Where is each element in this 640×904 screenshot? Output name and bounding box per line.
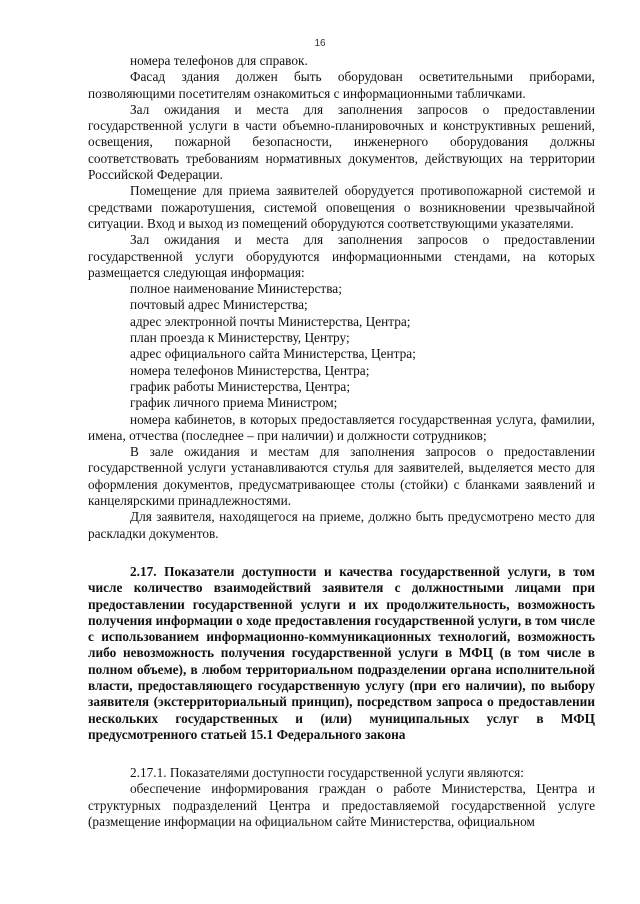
page-number: 16: [314, 38, 326, 49]
paragraph: Зал ожидания и места для заполнения запросов о предоставлении государственной услуги оборудуются информационными стендами, на которых размещается следующая информация:: [88, 232, 595, 280]
list-item: номера телефонов Министерства, Центра;: [130, 362, 370, 378]
list-item: адрес официального сайта Министерства, Центра;: [130, 346, 416, 362]
subsection-paragraph: 2.17.1. Показателями доступности государственной услуги являются:: [130, 765, 524, 781]
list-item: адрес электронной почты Министерства, Центра;: [130, 313, 411, 329]
paragraph: Для заявителя, находящегося на приеме, должно быть предусмотрено место для раскладки документов.: [88, 509, 595, 541]
paragraph: В зале ожидания и местам для заполнения запросов о предоставлении государственной услуги устанавливаются стулья для заявителей, выделяется место для оформления документов, предусматривающее столы (стойки) с бланками заявлений и канцелярскими принадлежностями.: [88, 444, 595, 509]
list-item: график личного приема Министром;: [130, 395, 338, 411]
paragraph: Помещение для приема заявителей оборудуется противопожарной системой и средствами пожаротушения, системой оповещения о возникновении чрезвычайной ситуации. Вход и выход из помещений оборудуются соответствующими указателями.: [88, 183, 595, 231]
paragraph: Фасад здания должен быть оборудован осветительными приборами, позволяющими посетителям ознакомиться с информационными табличками.: [88, 69, 595, 101]
paragraph: номера кабинетов, в которых предоставляется государственная услуга, фамилии, имена, отчества (последнее – при наличии) и должности сотрудников;: [88, 411, 595, 443]
list-item: полное наименование Министерства;: [130, 281, 342, 297]
document-body: [88, 53, 595, 830]
list-item: график работы Министерства, Центра;: [130, 378, 351, 394]
section-heading: 2.17. Показатели доступности и качества государственной услуги, в том числе количество взаимодействий заявителя с должностными лицами при предоставлении государственной услуги и их продолжительность, возможность получения информации о ходе предоставления государственной услуги, в том числе с использованием информационно-коммуникационных технологий, возможность либо невозможность получения государственной услуги в МФЦ (в том числе в полном объеме), в любом территориальном подразделении органа исполнительной власти, предоставляющего государственную услугу (при его наличии), по выбору заявителя (экстерриториальный принцип), посредством запроса о предоставлении нескольких государственных и (или) муниципальных услуг в МФЦ предусмотренного статьей 15.1 Федерального закона: [88, 563, 595, 742]
paragraph: обеспечение информирования граждан о работе Министерства, Центра и структурных подразделений Центра и предоставляемой государственной услуге (размещение информации на официальном сайте Министерства, официальном: [88, 781, 595, 830]
list-item: почтовый адрес Министерства;: [130, 297, 308, 313]
paragraph: номера телефонов для справок.: [130, 53, 308, 68]
paragraph: Зал ожидания и места для заполнения запросов о предоставлении государственной услуги в части объемно-планировочных и конструктивных решений, освещения, пожарной безопасности, инженерного оборудования должны соответствовать требованиям нормативных документов, действующих на территории Российской Федерации.: [88, 101, 595, 183]
list-item: план проезда к Министерству, Центру;: [130, 330, 350, 346]
